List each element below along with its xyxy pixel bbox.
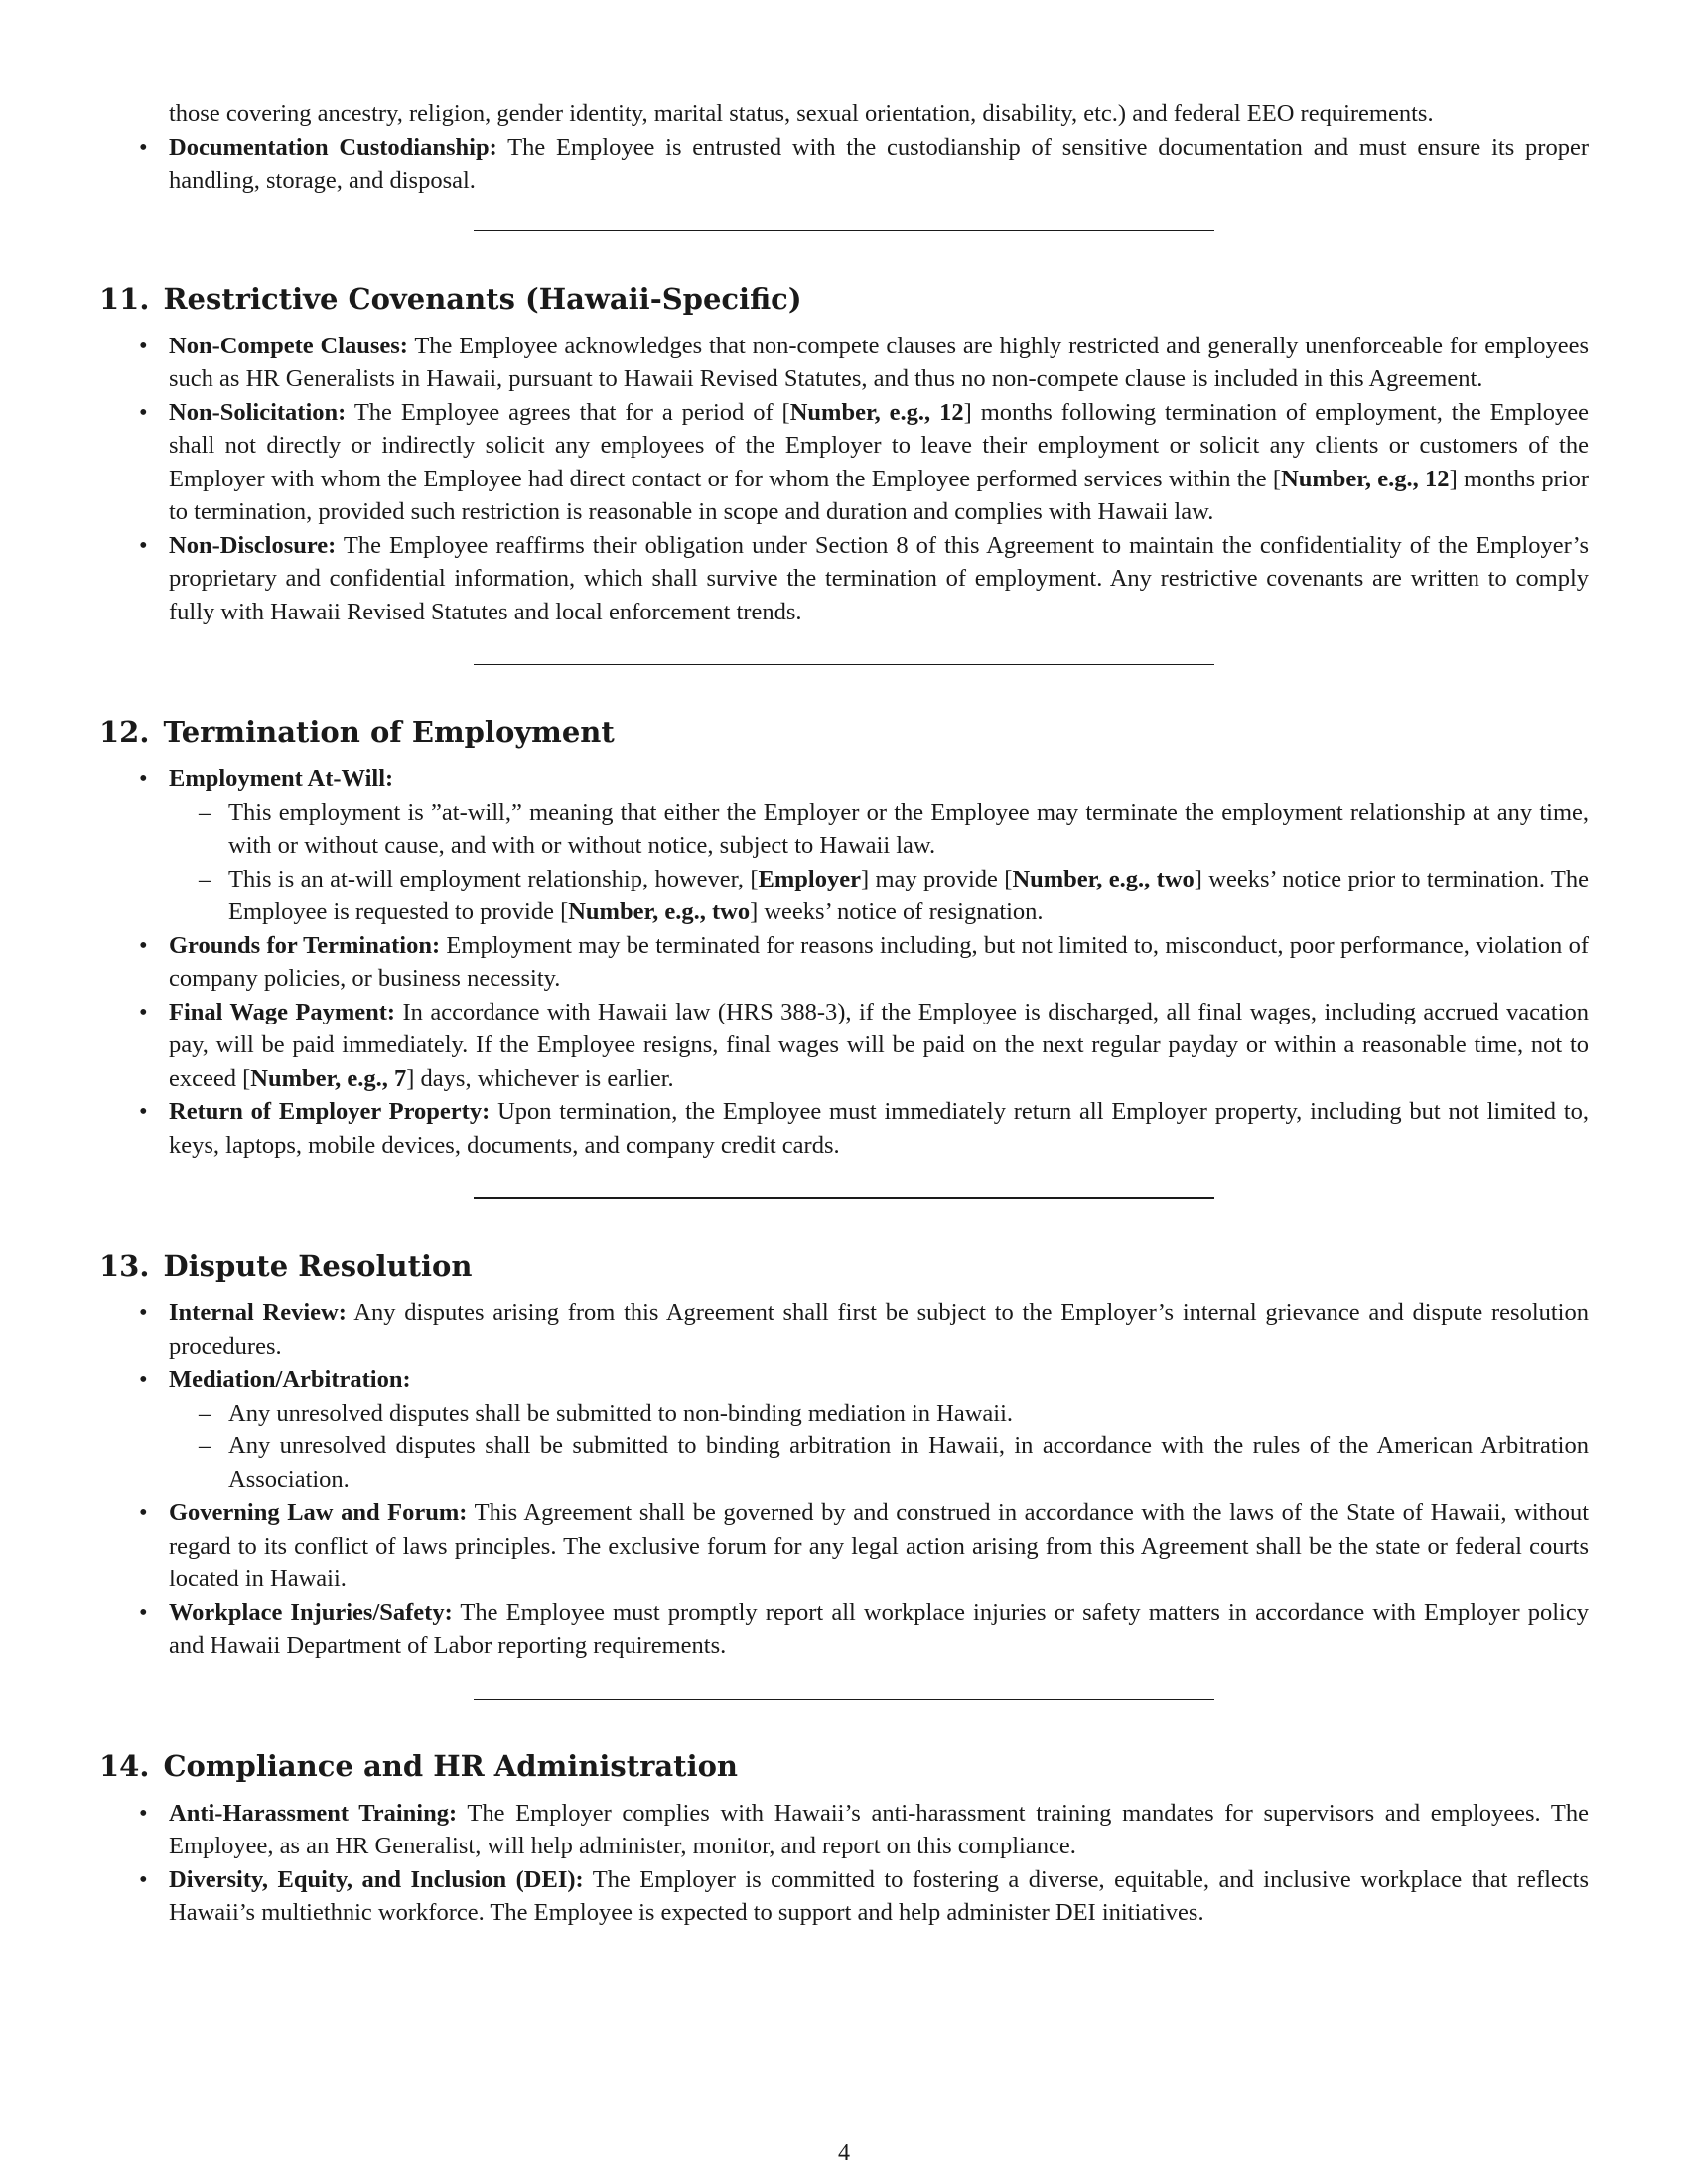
section-heading-12 bbox=[99, 713, 1589, 751]
section-title: Restrictive Covenants (Hawaii-Specific) bbox=[163, 281, 802, 316]
item-text: ] months following termination of employment, the Employee shall not directly or indirectly solicit any employees of the Employer to leave their employment or solicit any clients or customers of the Employer with whom the Employee had direct contact or for whom the Employee performed services within the [ bbox=[169, 398, 1590, 492]
section-heading-13 bbox=[99, 1247, 1589, 1285]
sub-list bbox=[169, 796, 1589, 929]
list-item bbox=[169, 97, 1589, 131]
list-item bbox=[169, 929, 1589, 996]
item-label: Non-Solicitation: bbox=[169, 398, 347, 426]
list-item bbox=[169, 1363, 1589, 1496]
item-label: Anti-Harassment Training: bbox=[169, 1799, 458, 1827]
item-text: The Employee reaffirms their obligation under Section 8 of this Agreement to maintain the confidentiality of the Employer’s proprietary and confidential information, which shall survive the termination of employment. Any restrictive covenants are written to comply fully with Hawaii Revised Statutes and local enforcement trends. bbox=[169, 531, 1590, 625]
item-label: Non-Disclosure: bbox=[169, 531, 337, 559]
item-text: Employment may be terminated for reasons including, but not limited to, misconduct, poor performance, violation of company policies, or business necessity. bbox=[169, 931, 1590, 992]
section-13-list bbox=[99, 1297, 1589, 1663]
item-label: Workplace Injuries/Safety: bbox=[169, 1598, 453, 1626]
section-title: Dispute Resolution bbox=[163, 1249, 473, 1283]
list-item bbox=[169, 762, 1589, 929]
section-divider bbox=[474, 664, 1214, 665]
item-text: The Employer complies with Hawaii’s anti-harassment training mandates for supervisors and employees. The Employee, as an HR Generalist, will help administer, monitor, and report on this compliance. bbox=[169, 1799, 1589, 1859]
item-label: Return of Employer Property: bbox=[169, 1098, 491, 1125]
list-item bbox=[169, 1797, 1589, 1863]
item-label: Diversity, Equity, and Inclusion (DEI): bbox=[169, 1865, 584, 1893]
sub-list-item bbox=[228, 796, 1589, 863]
item-text: In accordance with Hawaii law (HRS 388-3), if the Employee is discharged, all final wages, including accrued vacation pay, will be paid immediately. If the Employee resigns, final wages will be paid on the next regular payday or within a reasonable time, not to exceed [ bbox=[169, 998, 1589, 1092]
placeholder-field: Number, e.g., 7 bbox=[250, 1064, 407, 1092]
placeholder-field: Number, e.g., 12 bbox=[1281, 465, 1450, 492]
list-item bbox=[169, 330, 1589, 396]
section-number: 13. bbox=[99, 1249, 150, 1283]
page-number: 4 bbox=[838, 2140, 850, 2166]
section-divider bbox=[474, 230, 1214, 231]
placeholder-field: Number, e.g., two bbox=[568, 898, 751, 925]
item-text: The Employee acknowledges that non-compete clauses are highly restricted and generally unenforceable for employees such as HR Generalists in Hawaii, pursuant to Hawaii Revised Statutes, and thus no non-compete clause is included in this Agreement. bbox=[169, 332, 1589, 392]
item-label: Documentation Custodianship: bbox=[169, 133, 497, 161]
continuation-text: those covering ancestry, religion, gender identity, marital status, sexual orientation, disability, etc.) and federal EEO requirements. bbox=[169, 100, 1434, 127]
section-12-list bbox=[99, 762, 1589, 1161]
item-text: Any disputes arising from this Agreement shall first be subject to the Employer’s internal grievance and dispute resolution procedures. bbox=[169, 1299, 1589, 1360]
sub-list-item bbox=[228, 1397, 1589, 1431]
list-item bbox=[169, 1095, 1589, 1161]
item-text: Any unresolved disputes shall be submitted to non-binding mediation in Hawaii. bbox=[228, 1399, 1014, 1427]
item-label: Governing Law and Forum: bbox=[169, 1499, 468, 1526]
section-heading-11 bbox=[99, 280, 1589, 318]
section-divider bbox=[474, 1197, 1214, 1199]
item-text: The Employee agrees that for a period of [ bbox=[353, 398, 790, 426]
placeholder-field: Number, e.g., 12 bbox=[789, 398, 964, 426]
section-number: 11. bbox=[99, 281, 150, 316]
item-label: Internal Review: bbox=[169, 1299, 347, 1326]
list-item bbox=[169, 131, 1589, 198]
item-label: Grounds for Termination: bbox=[169, 931, 441, 959]
page-content bbox=[99, 97, 1589, 1930]
item-text: ] days, whichever is earlier. bbox=[406, 1064, 674, 1092]
section-heading-14 bbox=[99, 1747, 1589, 1785]
item-label: Mediation/Arbitration: bbox=[169, 1366, 411, 1393]
section-title: Compliance and HR Administration bbox=[163, 1748, 739, 1783]
item-text: ] weeks’ notice of resignation. bbox=[750, 898, 1044, 925]
item-text: This employment is ”at-will,” meaning that either the Employer or the Employee may terminate the employment relationship at any time, with or without cause, and with or without notice, subject to Hawaii law. bbox=[228, 798, 1589, 859]
section-divider bbox=[474, 1699, 1214, 1700]
item-text: ] months prior to termination, provided such restriction is reasonable in scope and duration and complies with Hawaii law. bbox=[169, 465, 1590, 525]
item-text: The Employee is entrusted with the custodianship of sensitive documentation and must ensure its proper handling, storage, and disposal. bbox=[169, 133, 1589, 194]
item-text: The Employee must promptly report all workplace injuries or safety matters in accordance with Employer policy and Hawaii Department of Labor reporting requirements. bbox=[169, 1598, 1589, 1659]
section-number: 14. bbox=[99, 1748, 150, 1783]
prev-section-list bbox=[99, 97, 1589, 198]
list-item bbox=[169, 996, 1589, 1096]
item-label: Non-Compete Clauses: bbox=[169, 332, 408, 359]
section-title: Termination of Employment bbox=[163, 715, 615, 749]
list-item bbox=[169, 1596, 1589, 1663]
item-text: This is an at-will employment relationship, however, [ bbox=[228, 865, 759, 892]
item-text: Any unresolved disputes shall be submitted to binding arbitration in Hawaii, in accordance with the rules of the American Arbitration Association. bbox=[228, 1433, 1589, 1493]
sub-list bbox=[169, 1397, 1589, 1497]
item-text: The Employer is committed to fostering a diverse, equitable, and inclusive workplace that reflects Hawaii’s multiethnic workforce. The Employee is expected to support and help administer DEI initiatives. bbox=[169, 1865, 1589, 1926]
item-text: This Agreement shall be governed by and construed in accordance with the laws of the State of Hawaii, without regard to its conflict of laws principles. The exclusive forum for any legal action arising from this Agreement shall be the state or federal courts located in Hawaii. bbox=[169, 1499, 1589, 1592]
section-14-list bbox=[99, 1797, 1589, 1930]
list-item bbox=[169, 1496, 1589, 1596]
sub-list-item bbox=[228, 1430, 1589, 1496]
item-text: Upon termination, the Employee must immediately return all Employer property, including but not limited to, keys, laptops, mobile devices, documents, and company credit cards. bbox=[169, 1098, 1590, 1159]
item-label: Final Wage Payment: bbox=[169, 998, 396, 1025]
list-item bbox=[169, 1863, 1589, 1930]
list-item bbox=[169, 1297, 1589, 1363]
list-item bbox=[169, 529, 1589, 629]
sub-list-item bbox=[228, 863, 1589, 929]
item-label: Employment At-Will: bbox=[169, 765, 394, 792]
item-text: ] weeks’ notice prior to termination. The Employee is requested to provide [ bbox=[228, 865, 1589, 925]
item-text: ] may provide [ bbox=[860, 865, 1013, 892]
list-item bbox=[169, 396, 1589, 529]
section-11-list bbox=[99, 330, 1589, 629]
section-number: 12. bbox=[99, 715, 150, 749]
placeholder-field: Number, e.g., two bbox=[1012, 865, 1195, 892]
placeholder-field: Employer bbox=[758, 865, 861, 892]
